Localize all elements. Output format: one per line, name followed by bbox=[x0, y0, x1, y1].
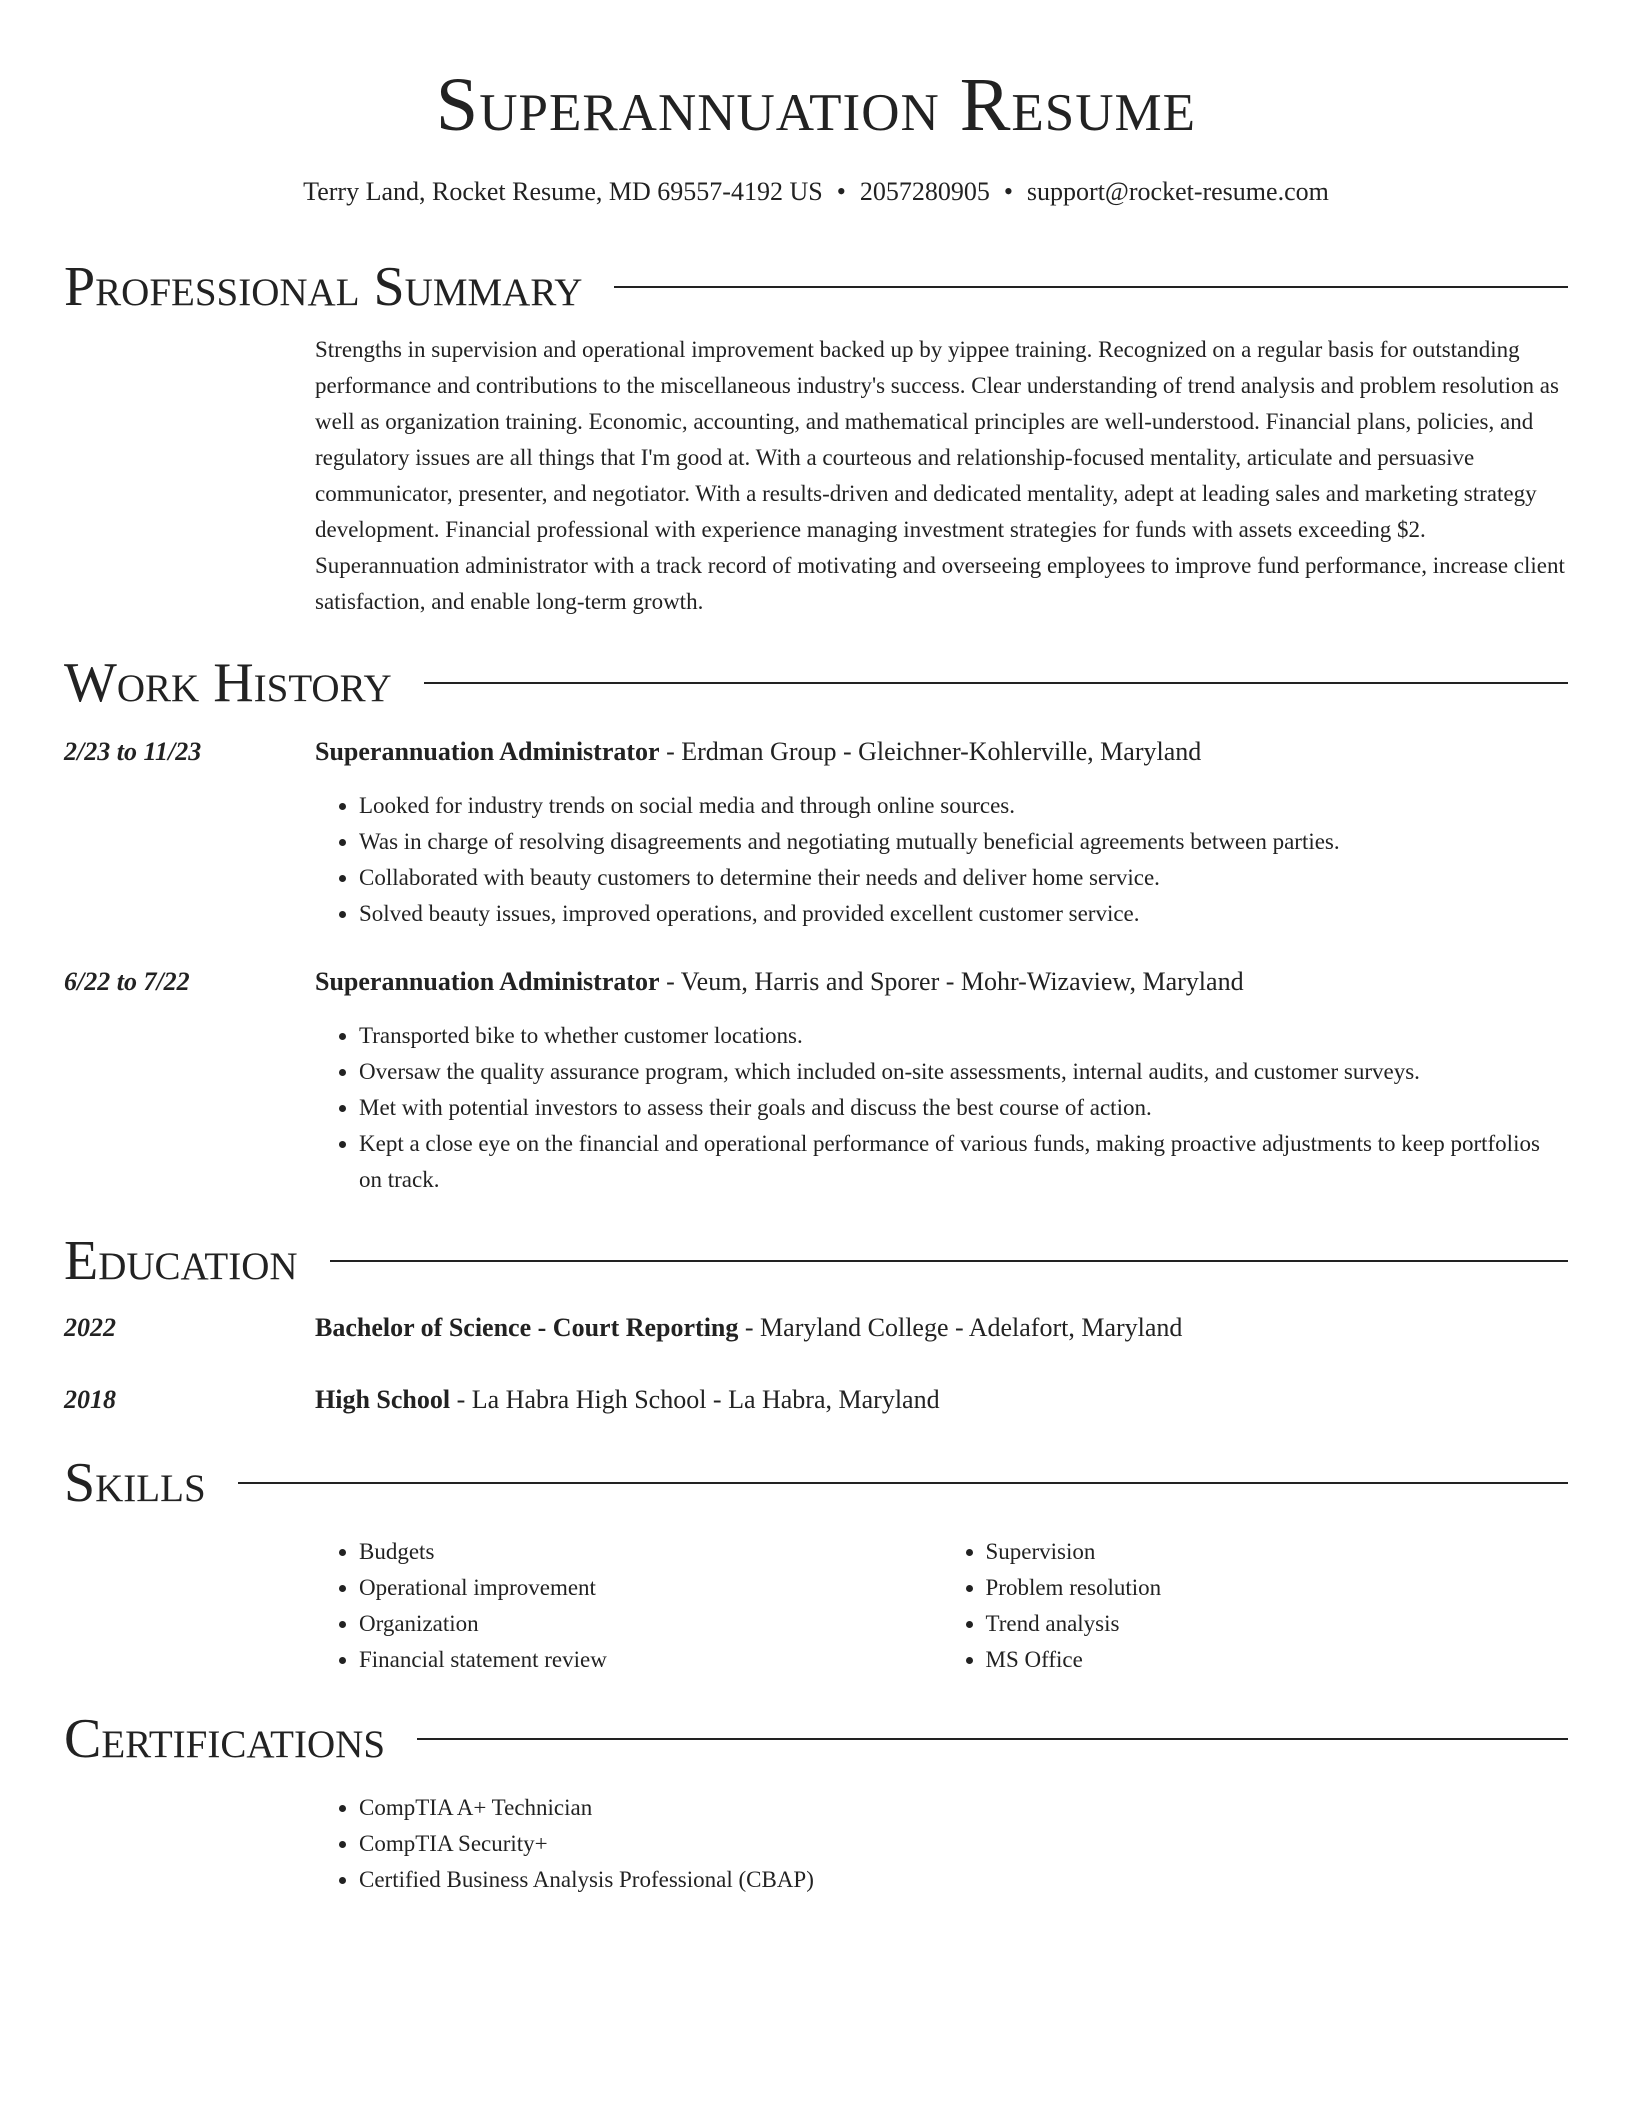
summary-heading: Professional Summary bbox=[64, 256, 583, 318]
education-year: 2022 bbox=[64, 1313, 116, 1342]
education-degree: High School bbox=[315, 1385, 451, 1414]
job-heading bbox=[315, 964, 1568, 1000]
certifications-heading: Certifications bbox=[64, 1708, 386, 1770]
list-item: • Looked for industry trends on social media and through online sources. bbox=[359, 788, 1568, 824]
list-item: • Budgets bbox=[359, 1534, 942, 1570]
list-item: • Problem resolution bbox=[986, 1570, 1569, 1606]
list-item: • Supervision bbox=[986, 1534, 1569, 1570]
certifications-list-wrap bbox=[315, 1790, 1568, 1898]
section-divider bbox=[330, 1260, 1568, 1262]
education-details: - La Habra High School - La Habra, Maryland bbox=[450, 1385, 940, 1414]
list-item: • Collaborated with beauty customers to determine their needs and deliver home service. bbox=[359, 860, 1568, 896]
skills-grid bbox=[315, 1534, 1568, 1678]
list-item: • Financial statement review bbox=[359, 1642, 942, 1678]
job-bullets bbox=[315, 1018, 1568, 1198]
certifications-section bbox=[64, 1704, 1568, 1898]
list-item: • Organization bbox=[359, 1606, 942, 1642]
certifications-heading-row bbox=[64, 1704, 1568, 1774]
education-content bbox=[315, 1310, 1568, 1346]
skills-list-left bbox=[315, 1534, 942, 1678]
list-item: • CompTIA A+ Technician bbox=[359, 1790, 1568, 1826]
summary-section bbox=[64, 252, 1568, 620]
contact-address: Terry Land, Rocket Resume, MD 69557-4192 US bbox=[303, 177, 823, 206]
job-content bbox=[315, 964, 1568, 1198]
list-item: • Kept a close eye on the financial and operational performance of various funds, making proactive adjustments to keep portfolios on track. bbox=[359, 1126, 1568, 1198]
contact-line bbox=[64, 172, 1568, 212]
list-item: • Trend analysis bbox=[986, 1606, 1569, 1642]
page-title: Superannuation Resume bbox=[435, 63, 1197, 147]
list-item: • Operational improvement bbox=[359, 1570, 942, 1606]
skills-heading-row bbox=[64, 1448, 1568, 1518]
job-entry bbox=[64, 734, 1568, 932]
job-title: Superannuation Administrator bbox=[315, 967, 660, 996]
education-section bbox=[64, 1226, 1568, 1418]
job-dates: 6/22 to 7/22 bbox=[64, 967, 190, 996]
education-entry bbox=[64, 1310, 1568, 1346]
section-divider bbox=[238, 1482, 1568, 1484]
list-item: • Solved beauty issues, improved operations, and provided excellent customer service. bbox=[359, 896, 1568, 932]
skills-section bbox=[64, 1448, 1568, 1678]
job-content bbox=[315, 734, 1568, 932]
list-item: • Oversaw the quality assurance program, which included on-site assessments, internal audits, and customer surveys. bbox=[359, 1054, 1568, 1090]
contact-phone: 2057280905 bbox=[859, 177, 990, 206]
skills-heading: Skills bbox=[64, 1452, 206, 1514]
job-dates: 2/23 to 11/23 bbox=[64, 737, 202, 766]
education-content bbox=[315, 1382, 1568, 1418]
summary-text: Strengths in supervision and operational improvement backed up by yippee training. Recognized on a regular basis for outstanding performance and contributions to the miscellaneous industry's success. Clear understanding of trend analysis and problem resolution as well as organization training. Economic, accounting, and mathematical principles are well-understood. Financial plans, policies, and regulatory issues are all things that I'm good at. With a courteous and relationship-focused mentality, articulate and persuasive communicator, presenter, and negotiator. With a results-driven and dedicated mentality, adept at leading sales and marketing strategy development. Financial professional with experience managing investment strategies for funds with assets exceeding $2. Superannuation administrator with a track record of motivating and overseeing employees to improve fund performance, increase client satisfaction, and enable long-term growth. bbox=[315, 337, 1565, 614]
list-item: • Certified Business Analysis Professional (CBAP) bbox=[359, 1862, 1568, 1898]
education-heading-row bbox=[64, 1226, 1568, 1296]
summary-heading-row bbox=[64, 252, 1568, 322]
work-history-section bbox=[64, 648, 1568, 1198]
job-bullets bbox=[315, 788, 1568, 932]
section-divider bbox=[424, 682, 1568, 684]
job-details: - Erdman Group - Gleichner-Kohlerville, Maryland bbox=[659, 737, 1202, 766]
section-divider bbox=[614, 286, 1568, 288]
list-item: • CompTIA Security+ bbox=[359, 1826, 1568, 1862]
job-details: - Veum, Harris and Sporer - Mohr-Wizaview, Maryland bbox=[659, 967, 1244, 996]
section-divider bbox=[417, 1738, 1568, 1740]
list-item: • MS Office bbox=[986, 1642, 1569, 1678]
contact-separator: • bbox=[1003, 177, 1013, 206]
job-entry bbox=[64, 964, 1568, 1198]
education-heading: Education bbox=[64, 1230, 298, 1292]
list-item: • Met with potential investors to assess their goals and discuss the best course of action. bbox=[359, 1090, 1568, 1126]
list-item: • Was in charge of resolving disagreements and negotiating mutually beneficial agreements between parties. bbox=[359, 824, 1568, 860]
work-history-heading-row bbox=[64, 648, 1568, 718]
certifications-list bbox=[315, 1790, 1568, 1898]
contact-separator: • bbox=[836, 177, 846, 206]
education-entry bbox=[64, 1382, 1568, 1418]
job-heading bbox=[315, 734, 1568, 770]
contact-email: support@rocket-resume.com bbox=[1026, 177, 1329, 206]
job-title: Superannuation Administrator bbox=[315, 737, 660, 766]
education-degree: Bachelor of Science - Court Reporting bbox=[315, 1313, 739, 1342]
list-item: • Transported bike to whether customer locations. bbox=[359, 1018, 1568, 1054]
work-history-heading: Work History bbox=[64, 652, 392, 714]
skills-list-right bbox=[942, 1534, 1569, 1678]
education-details: - Maryland College - Adelafort, Maryland bbox=[738, 1313, 1183, 1342]
education-year: 2018 bbox=[64, 1385, 116, 1414]
